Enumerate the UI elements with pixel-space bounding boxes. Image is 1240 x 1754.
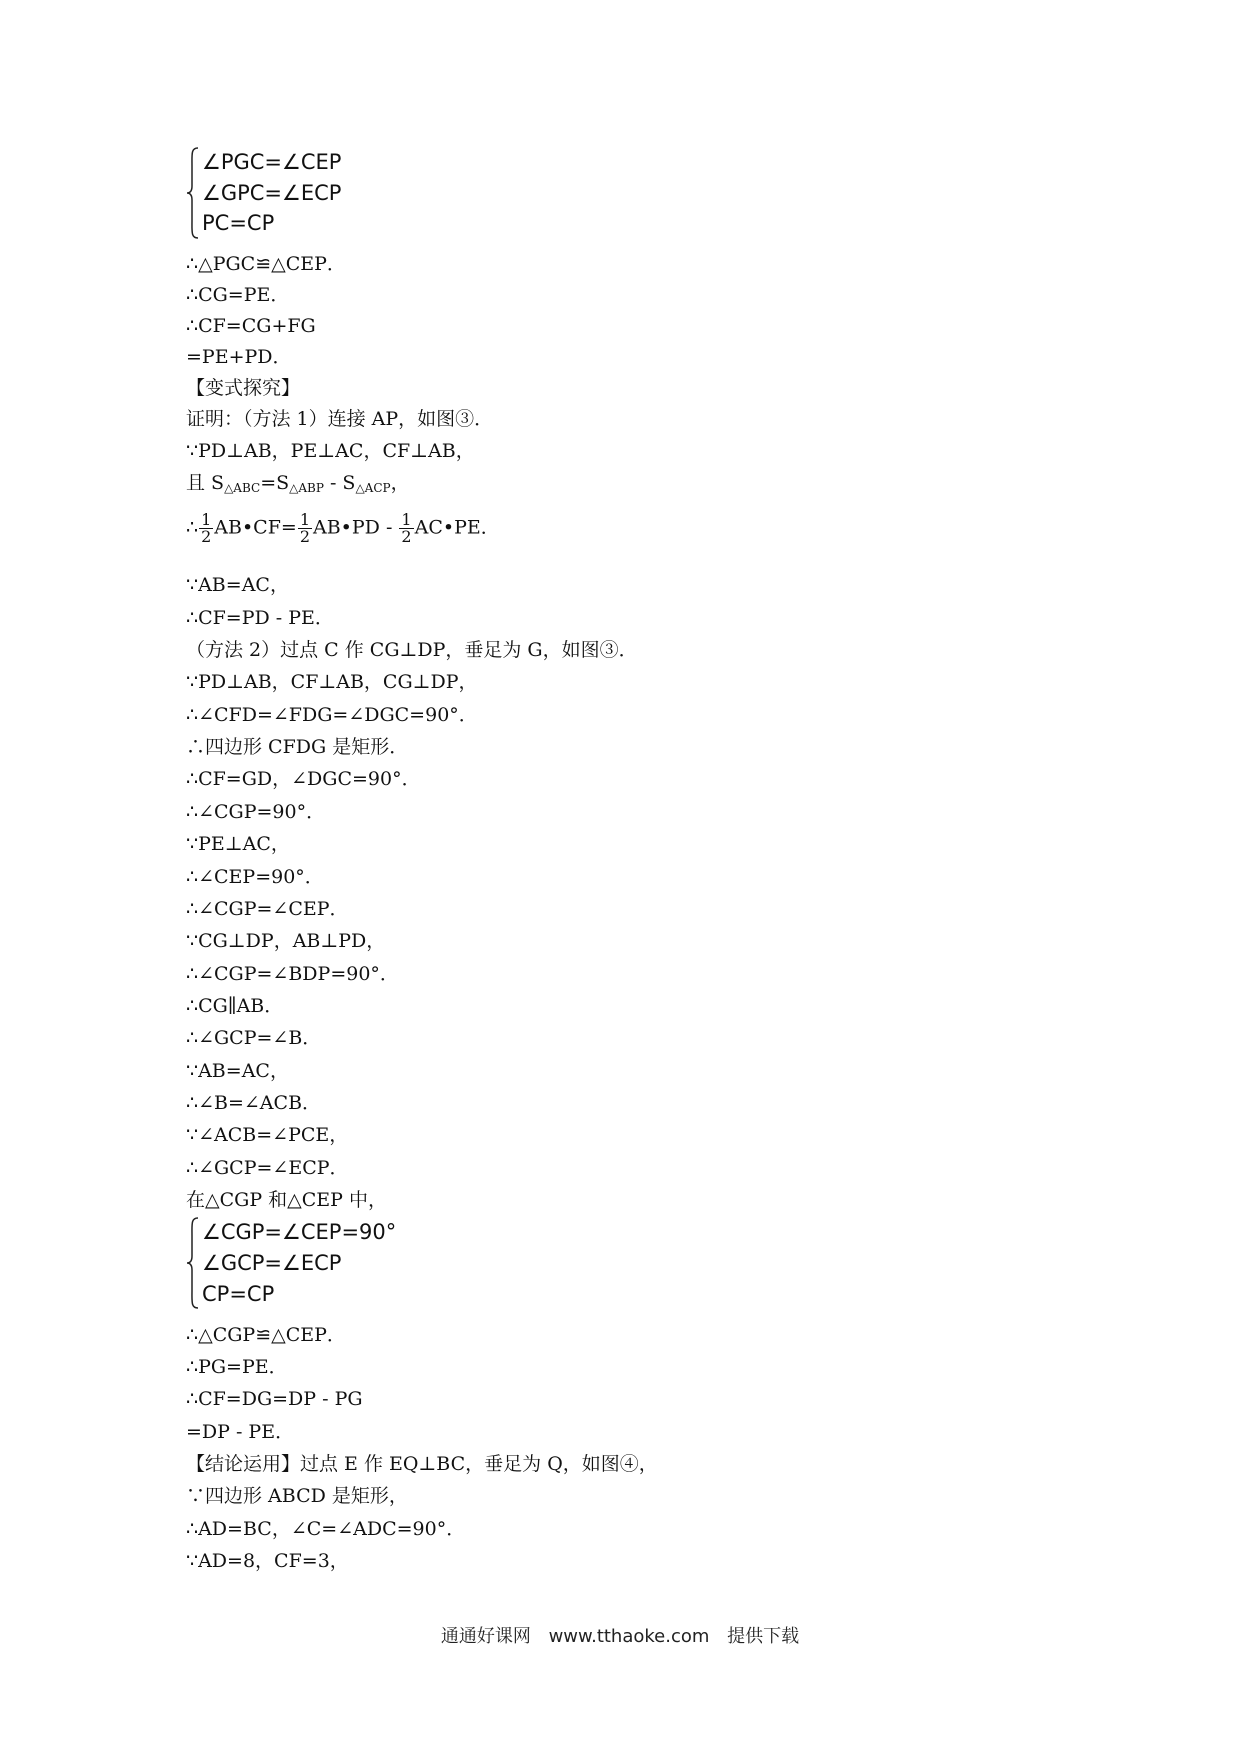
- proof-line: ∴∠CGP=∠BDP=90°．: [186, 963, 399, 985]
- proof-line: （方法 2）过点 C 作 CG⊥DP，垂足为 G，如图③．: [186, 639, 638, 661]
- system2-line3: CP=CP: [202, 1282, 275, 1306]
- system1-line2: ∠GPC=∠ECP: [202, 181, 342, 205]
- proof-line: =DP - PE．: [186, 1421, 295, 1443]
- fraction-half: $\frac{1}{2}$: [299, 510, 310, 546]
- proof-line: ∴CF=PD - PE．: [186, 607, 334, 629]
- proof-line: ∴CG=PE．: [186, 284, 290, 306]
- proof-line: ∴∠CGP=90°．: [186, 801, 326, 823]
- proof-line: ∴∠CFD=∠FDG=∠DGC=90°．: [186, 704, 478, 726]
- proof-line: ∵PD⊥AB，CF⊥AB，CG⊥DP，: [186, 671, 478, 693]
- proof-line: ∴CF=DG=DP - PG: [186, 1388, 363, 1410]
- proof-line: ∴△PGC≌△CEP．: [186, 253, 346, 275]
- proof-line: ∴AD=BC，∠C=∠ADC=90°．: [186, 1518, 466, 1540]
- proof-line: ∴CF=GD，∠DGC=90°．: [186, 768, 421, 790]
- proof-line: ∴∠CGP=∠CEP．: [186, 898, 349, 920]
- left-brace-icon: [186, 146, 200, 240]
- left-brace-icon: [186, 1216, 200, 1310]
- section-heading: 【变式探究】: [186, 377, 301, 399]
- system2-line2: ∠GCP=∠ECP: [202, 1251, 342, 1275]
- proof-line: ∴△CGP≌△CEP．: [186, 1324, 346, 1346]
- proof-line: ∵AB=AC，: [186, 1060, 289, 1082]
- fraction-half: $\frac{1}{2}$: [401, 510, 412, 546]
- proof-line: ∴∠GCP=∠B．: [186, 1027, 322, 1049]
- proof-line: ∵PE⊥AC，: [186, 833, 290, 855]
- system1-line3: PC=CP: [202, 211, 275, 235]
- footer-site-name: 通通好课网: [440, 1626, 531, 1647]
- proof-line: ∴CF=CG+FG: [186, 315, 316, 337]
- proof-line: 在△CGP 和△CEP 中，: [186, 1189, 387, 1211]
- proof-line: ∴CG∥AB．: [186, 995, 284, 1017]
- proof-line: ∵PD⊥AB，PE⊥AC，CF⊥AB，: [186, 440, 475, 462]
- fraction-equation: ∴ $\frac{1}{2}$ AB•CF= $\frac{1}{2}$ AB•PD - $\frac{1}{2}$ AC•PE．: [186, 510, 500, 546]
- proof-line: ∵四边形 ABCD 是矩形，: [186, 1485, 408, 1507]
- proof-line: ∵CG⊥DP，AB⊥PD，: [186, 930, 386, 952]
- system1-line1: ∠PGC=∠CEP: [202, 150, 342, 174]
- proof-line: 证明：（方法 1）连接 AP，如图③．: [186, 408, 494, 430]
- page-footer: [0, 1622, 1240, 1648]
- section-heading: 【结论运用】过点 E 作 EQ⊥BC，垂足为 Q，如图④，: [186, 1453, 658, 1475]
- proof-line: =PE+PD．: [186, 346, 292, 368]
- proof-line: ∴∠GCP=∠ECP．: [186, 1157, 349, 1179]
- proof-line: ∵AB=AC，: [186, 574, 289, 596]
- proof-line: ∵∠ACB=∠PCE，: [186, 1124, 349, 1146]
- proof-line: ∵AD=8，CF=3，: [186, 1550, 349, 1572]
- proof-line: ∴四边形 CFDG 是矩形．: [186, 736, 409, 758]
- system2-line1: ∠CGP=∠CEP=90°: [202, 1220, 397, 1244]
- area-equation: 且 $S_{\triangle ABC}=S_{\triangle ABP} - S_{\triangle ACP}$，: [186, 472, 410, 495]
- footer-provider: 提供下载: [727, 1626, 800, 1647]
- proof-line: ∴∠CEP=90°．: [186, 866, 324, 888]
- fraction-half: $\frac{1}{2}$: [201, 510, 212, 546]
- footer-url[interactable]: www.tthaoke.com: [548, 1626, 710, 1647]
- proof-line: ∴PG=PE．: [186, 1356, 288, 1378]
- proof-line: ∴∠B=∠ACB．: [186, 1092, 322, 1114]
